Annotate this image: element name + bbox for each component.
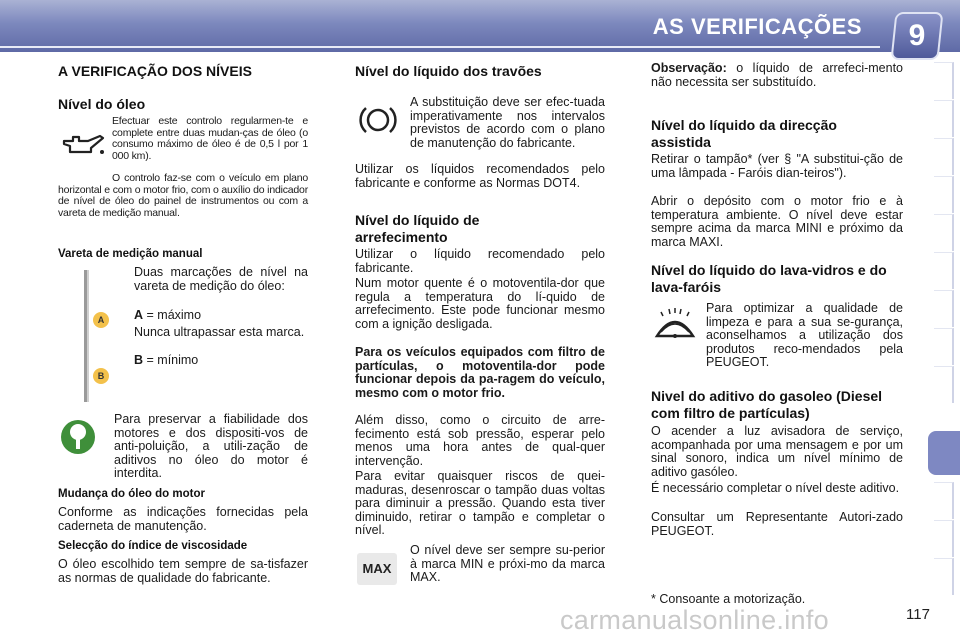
observation-text: o líquido de arrefeci-mento não necessita ser substituído. [651,61,903,89]
header-divider [0,46,880,48]
environment-paragraph: Para preservar a fiabilidade dos motores e dos dispositi-vos de anti-poluição, a utili-zação de aditivos no óleo do motor é interdita. [114,412,308,480]
coolant-warning-bold: Para os veículos equipados com filtro de partículas, o motoventila-dor pode funcionar depois da pa-ragem do veículo, mesmo com o motor frio. [355,345,605,400]
steering-paragraph-2: Abrir o depósito com o motor frio e à temperatura ambiente. O nível deve estar sempre acima da marca MINI e próximo da marca MAXI. [651,194,903,249]
coolant-paragraph-3: Além disso, como o circuito de arre-fecimento está sob pressão, esperar pelo menos uma hora antes de qual-quer intervenção. [355,413,605,468]
chapter-tab[interactable] [934,100,954,137]
observation-label: Observação: [651,61,727,75]
chapter-badge [890,12,943,60]
mark-a-text: = máximo [143,308,202,322]
brake-warning-icon [358,104,398,136]
mark-b-line [134,354,308,368]
additive-paragraph-1: O acender a luz avisadora de serviço, acompanhada por uma mensagem e por um sinal sonoro, indica um nível mínimo de aditivo gasóleo. [651,424,903,479]
chapter-number: 9 [908,19,926,52]
brake-paragraph-2: Utilizar os líquidos recomendados pelo fabricante e conforme as Normas DOT4. [355,162,605,190]
heading-dipstick: Vareta de medição manual [58,248,203,260]
dipstick-marker-b: B [93,368,109,384]
heading-washer-fluid: Nível do líquido do lava-vidros e do lava-faróis [651,262,887,295]
chapter-tab[interactable] [934,176,954,213]
mark-b-letter: B [134,353,144,367]
chapter-tab[interactable] [934,366,954,403]
heading-diesel-additive: Nivel do aditivo do gasoleo (Diesel com filtro de partículas) [651,388,883,421]
oil-change-paragraph: Conforme as indicações fornecidas pela caderneta de manutenção. [58,505,308,533]
dipstick-paragraph: Duas marcações de nível na vareta de medição do óleo: [134,265,308,293]
mark-a-letter: A [134,308,144,322]
steering-paragraph-1: Retirar o tampão* (ver § "A substitui-ção de uma lâmpada - Faróis dian-teiros"). [651,152,903,180]
chapter-tabs [926,62,960,602]
tree-icon [60,419,96,455]
oil-paragraph-2: O controlo faz-se com o veículo em plano horizontal e com o motor frio, com o auxílio do indicador de nível de óleo do painel de instrumentos ou com a vareta de medição manual. [58,172,308,219]
max-level-icon: MAX [357,553,397,585]
chapter-tab[interactable] [934,328,954,365]
viscosity-paragraph: O óleo escolhido tem sempre de sa-tisfazer as normas de qualidade do fabricante. [58,557,308,585]
chapter-tab[interactable] [934,558,954,595]
observation-paragraph [651,62,903,89]
coolant-paragraph-4: Para evitar quaisquer riscos de quei-maduras, desenroscar o tampão duas voltas para diminuir a pressão. Quando esta tiver diminuido, retirar o tampão e completar o nível. [355,469,605,537]
mark-a-note: Nunca ultrapassar esta marca. [134,325,305,339]
coolant-paragraph-2: Num motor quente é o motoventila-dor que regula a temperatura do lí-quido de arrefecimento. Este pode funcionar mesmo com a ignição desligada. [355,276,605,331]
mark-b-text: = mínimo [143,353,199,367]
mark-a-line [134,309,308,323]
chapter-tab[interactable] [934,520,954,557]
chapter-tab[interactable] [934,62,954,99]
heading-brake-fluid: Nível do líquido dos travões [355,63,542,79]
watermark: carmanualsonline.info [560,605,829,635]
additive-paragraph-2: É necessário completar o nível deste aditivo. [651,481,900,495]
chapter-tab[interactable] [934,214,954,251]
max-paragraph: O nível deve ser sempre su-perior à marca MIN e próxi-mo da marca MAX. [410,543,605,584]
brake-paragraph-1: A substituição deve ser efec-tuada imperativamente nos intervalos previstos de acordo com o plano de manutenção do fabricante. [410,95,605,150]
oil-paragraph-1: Efectuar este controlo regularmen-te e complete entre duas mudan-ças de óleo (o consumo máximo de óleo é de 0,5 l por 1 000 km). [112,115,308,162]
heading-oil-level: Nível do óleo [58,96,146,112]
washer-icon [653,306,697,346]
footnote: * Consoante a motorização. [651,592,806,606]
additive-paragraph-3: Consultar um Representante Autori-zado PEUGEOT. [651,510,903,538]
coolant-paragraph-1: Utilizar o líquido recomendado pelo fabricante. [355,247,605,275]
heading-power-steering: Nível do líquido da direcção assistida [651,117,837,150]
chapter-tab[interactable] [934,290,954,327]
section-title-levels: A VERIFICAÇÃO DOS NÍVEIS [58,63,252,79]
oil-can-icon [60,132,106,158]
chapter-tab-active[interactable] [928,431,960,475]
heading-coolant: Nível do líquido de arrefecimento [355,212,480,245]
chapter-tab[interactable] [934,252,954,289]
washer-paragraph: Para optimizar a qualidade de limpeza e para a sua se-gurança, aconselhamos a utilização dos produtos reco-mendados pela PEUGEOT. [706,301,903,369]
heading-oil-change: Mudança do óleo do motor [58,488,205,500]
dipstick-marker-a: A [93,312,109,328]
heading-viscosity: Selecção do índice de viscosidade [58,540,248,552]
page-number: 117 [906,606,930,623]
chapter-tab[interactable] [934,482,954,519]
chapter-tab[interactable] [934,138,954,175]
page-title: AS VERIFICAÇÕES [652,14,862,39]
